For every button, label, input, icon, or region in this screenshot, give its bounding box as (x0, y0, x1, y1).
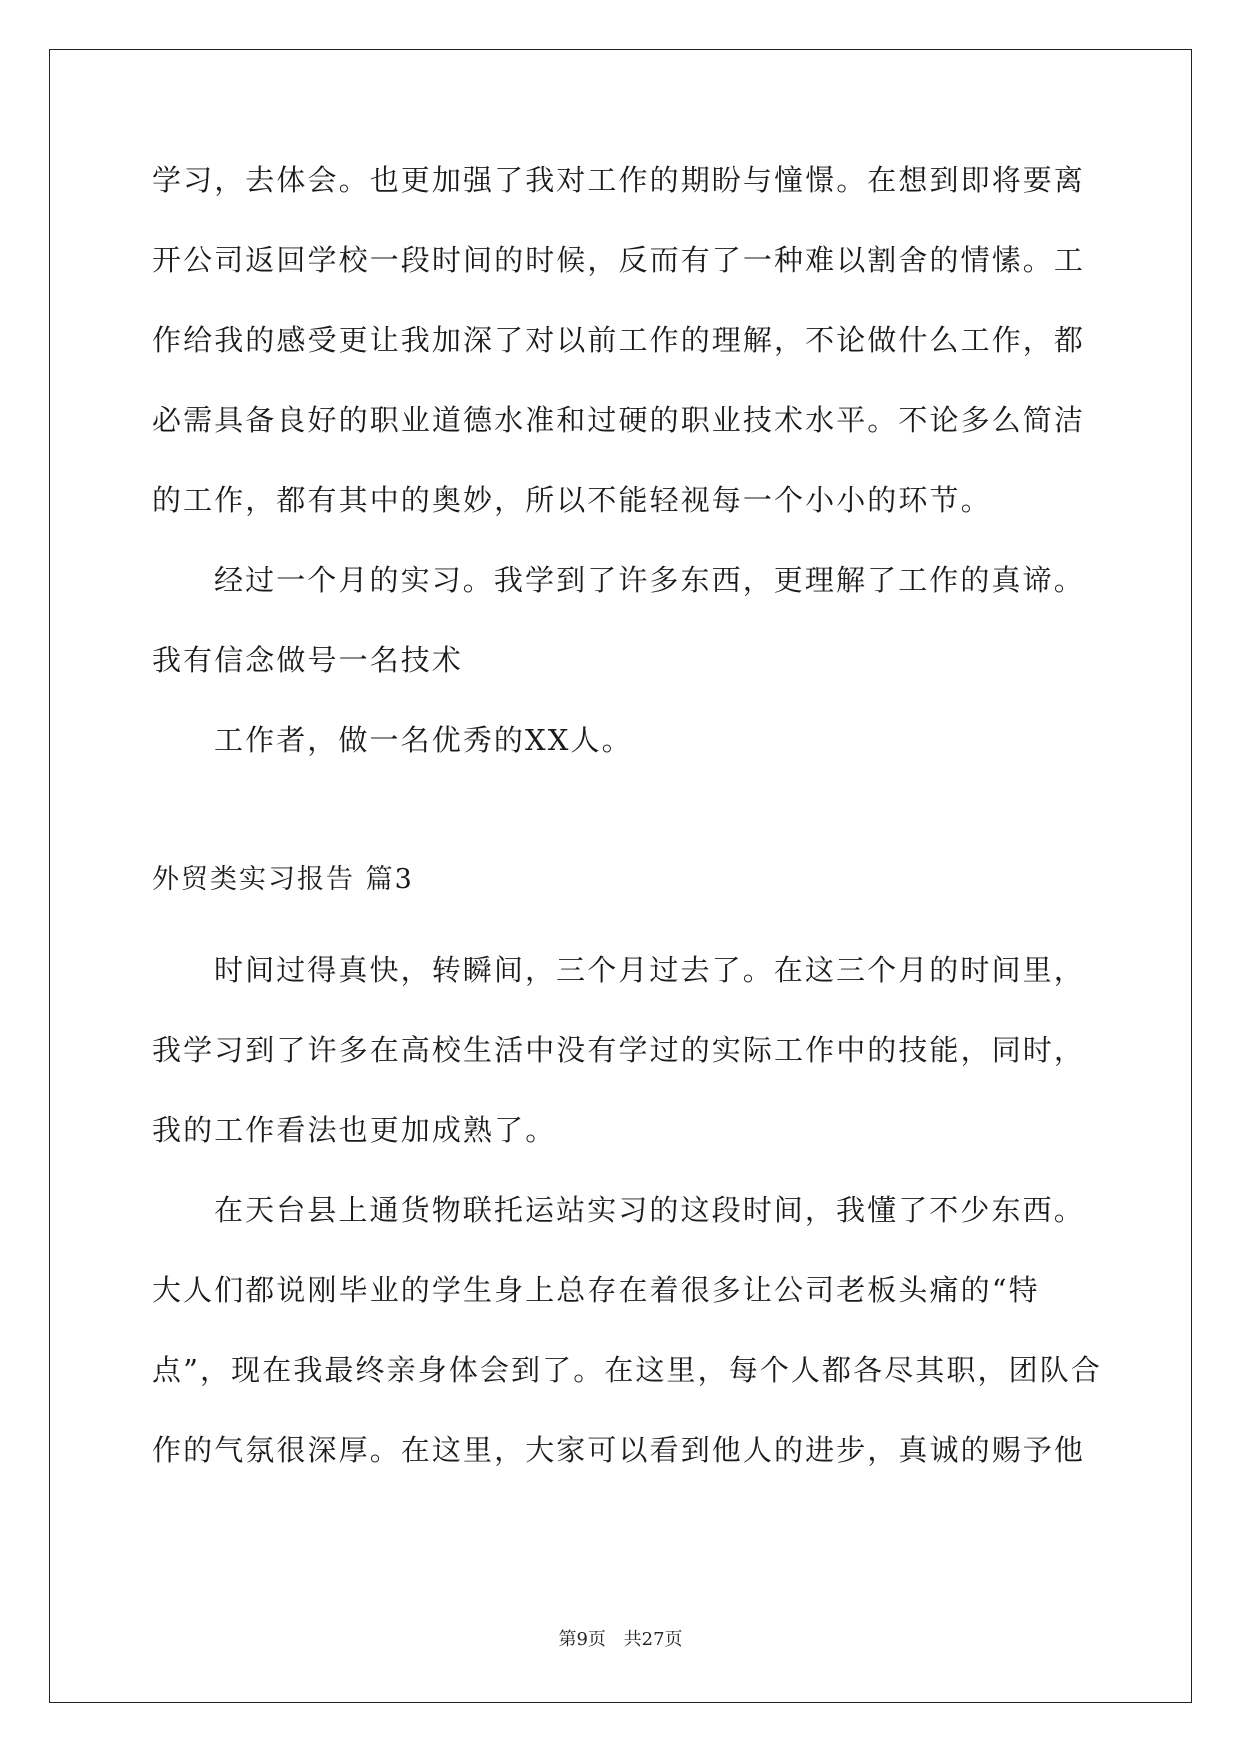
text-line: 工作者，做一名优秀的XX人。 (214, 723, 633, 757)
text-line: 作给我的感受更让我加深了对以前工作的理解，不论做什么工作，都 (152, 323, 1086, 357)
text-line: 点”，现在我最终亲身体会到了。在这里，每个人都各尽其职，团队合 (152, 1353, 1102, 1387)
text-line: 学习，去体会。也更加强了我对工作的期盼与憧憬。在想到即将要离 (152, 163, 1086, 197)
text-line: 我的工作看法也更加成熟了。 (152, 1113, 557, 1147)
text-line: 经过一个月的实习。我学到了许多东西，更理解了工作的真谛。 (214, 563, 1085, 597)
text-line: 的工作，都有其中的奥妙，所以不能轻视每一个小小的环节。 (152, 483, 992, 517)
section-heading: 外贸类实习报告 篇3 (152, 864, 414, 895)
text-line: 必需具备良好的职业道德水准和过硬的职业技术水平。不论多么简洁 (152, 403, 1086, 437)
page-number: 第9页 (558, 1629, 606, 1650)
text-line: 开公司返回学校一段时间的时候，反而有了一种难以割舍的情愫。工 (152, 243, 1086, 277)
text-line: 大人们都说刚毕业的学生身上总存在着很多让公司老板头痛的“特 (152, 1273, 1040, 1307)
text-line: 我学习到了许多在高校生活中没有学过的实际工作中的技能，同时， (152, 1033, 1086, 1067)
text-line: 在天台县上通货物联托运站实习的这段时间，我懂了不少东西。 (214, 1193, 1085, 1227)
total-pages: 共27页 (623, 1629, 683, 1650)
text-line: 作的气氛很深厚。在这里，大家可以看到他人的进步，真诚的赐予他 (152, 1433, 1086, 1467)
page-footer (0, 1628, 1241, 1652)
text-line: 我有信念做号一名技术 (152, 643, 464, 677)
text-line: 时间过得真快，转瞬间，三个月过去了。在这三个月的时间里， (214, 953, 1085, 987)
